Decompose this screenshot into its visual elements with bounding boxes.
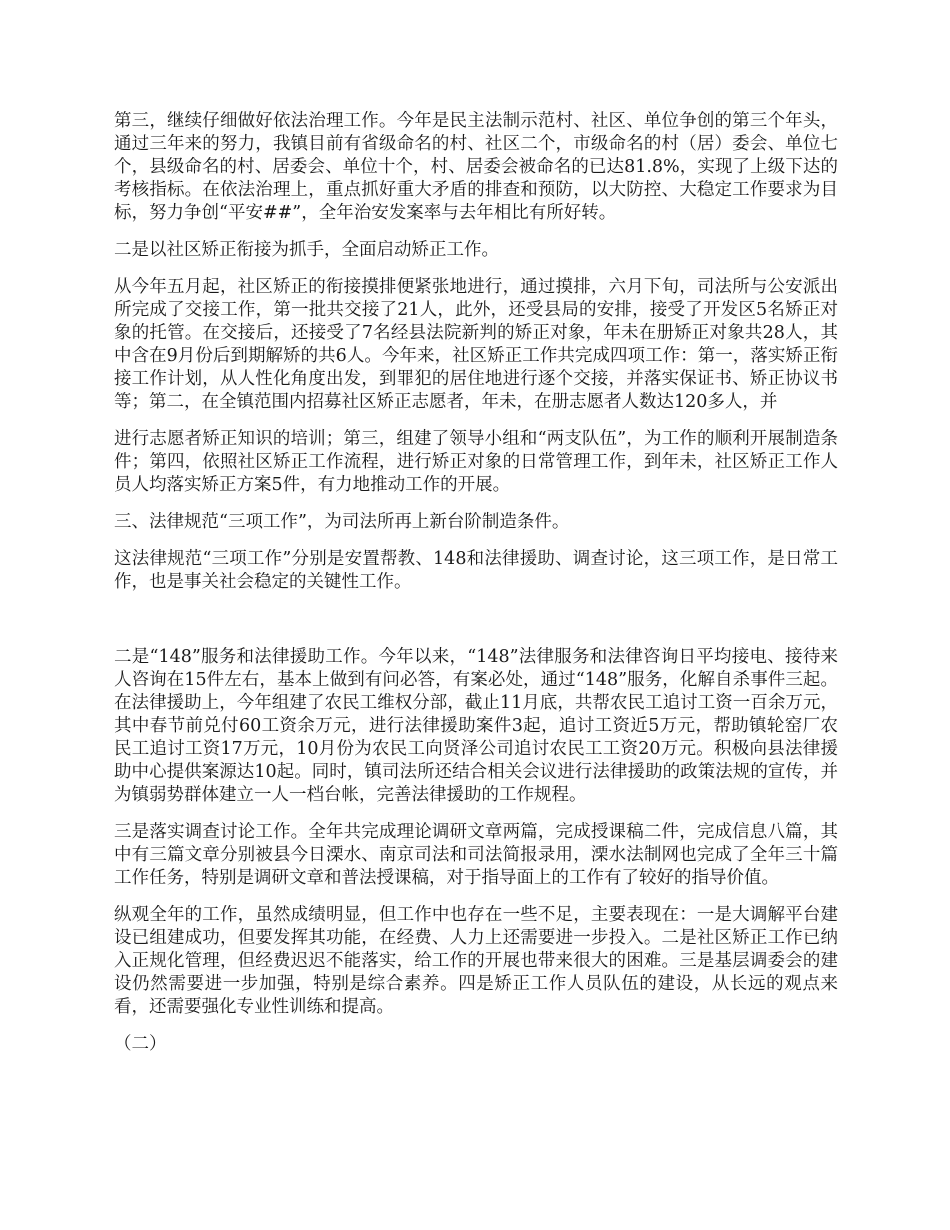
document-body [114,110,838,1070]
paragraph-three-tasks-description: 这法律规范“三项工作”分别是安置帮教、148和法律援助、调查讨论，这三项工作，是日常工作，也是事关社会稳定的关键性工作。 [114,549,838,592]
paragraph-three-tasks-heading: 三、法律规范“三项工作”，为司法所再上新台阶制造条件。 [114,512,570,532]
paragraph-legal-governance: 第三，继续仔细做好依法治理工作。今年是民主法制示范村、社区、单位争创的第三个年头，通过三年来的努力，我镇目前有省级命名的村、社区二个，市级命名的村（居）委会、单位七个，县级命名的村、居委会、单位十个，村、居委会被命名的已达81.8%，实现了上级下达的考核指标。在依法治理上，重点抓好重大矛盾的排查和预防，以大防控、大稳定工作要求为目标，努力争创“平安##”，全年治安发案率与去年相比有所好转。 [114,111,838,223]
paragraph-shortcomings-summary: 纵观全年的工作，虽然成绩明显，但工作中也存在一些不足，主要表现在：一是大调解平台建设已组建成功，但要发挥其功能，在经费、人力上还需要进一步投入。二是社区矫正工作已纳入正规化管理，但经费迟迟不能落实，给工作的开展也带来很大的困难。三是基层调委会的建设仍然需要进一步加强，特别是综合素养。四是矫正工作人员队伍的建设，从长远的观点来看，还需要强化专业性训练和提高。 [114,905,838,1017]
paragraph-volunteer-training: 进行志愿者矫正知识的培训；第三，组建了领导小组和“两支队伍”，为工作的顺利开展制造条件；第四，依照社区矫正工作流程，进行矫正对象的日常管理工作，到年未，社区矫正工作人员人均落实矫正方案5件，有力地推动工作的开展。 [114,429,838,495]
paragraph-research-work: 三是落实调查讨论工作。全年共完成理论调研文章两篇，完成授课稿二件，完成信息八篇，其中有三篇文章分别被县今日溧水、南京司法和司法简报录用，溧水法制网也完成了全年三十篇工作任务，特别是调研文章和普法授课稿，对于指导面上的工作有了较好的指导价值。 [114,822,838,888]
paragraph-community-correction-heading: 二是以社区矫正衔接为抓手，全面启动矫正工作。 [114,240,499,260]
section-number-two: （二） [114,1034,167,1054]
paragraph-148-legal-aid: 二是“148”服务和法律援助工作。今年以来，“148”法律服务和法律咨询日平均接电、接待来人咨询在15件左右，基本上做到有问必答，有案必处，通过“148”服务，化解自杀事件三起。在法律援助上，今年组建了农民工维权分部，截止11月底，共帮农民工追讨工资一百余万元，其中春节前兑付60工资余万元，进行法律援助案件3起，追讨工资近5万元，帮助镇轮窑厂农民工追讨工资17万元，10月份为农民工向贤泽公司追讨农民工工资20万元。积极向县法律援助中心提供案源达10起。同时，镇司法所还结合相关会议进行法律援助的政策法规的宣传，并为镇弱势群体建立一人一档台帐，完善法律援助的工作规程。 [114,647,838,805]
paragraph-community-correction-handover: 从今年五月起，社区矫正的衔接摸排便紧张地进行，通过摸排，六月下旬，司法所与公安派出所完成了交接工作，第一批共交接了21人，此外，还受县局的安排，接受了开发区5名矫正对象的托管。在交接后，还接受了7名经县法院新判的矫正对象，年未在册矫正对象共28人，其中含在9月份后到期解矫的共6人。今年来，社区矫正工作共完成四项工作：第一，落实矫正衔接工作计划，从人性化角度出发，到罪犯的居住地进行逐个交接，并落实保证书、矫正协议书等；第二，在全镇范围内招募社区矫正志愿者，年未，在册志愿者人数达120多人，并 [114,277,838,412]
